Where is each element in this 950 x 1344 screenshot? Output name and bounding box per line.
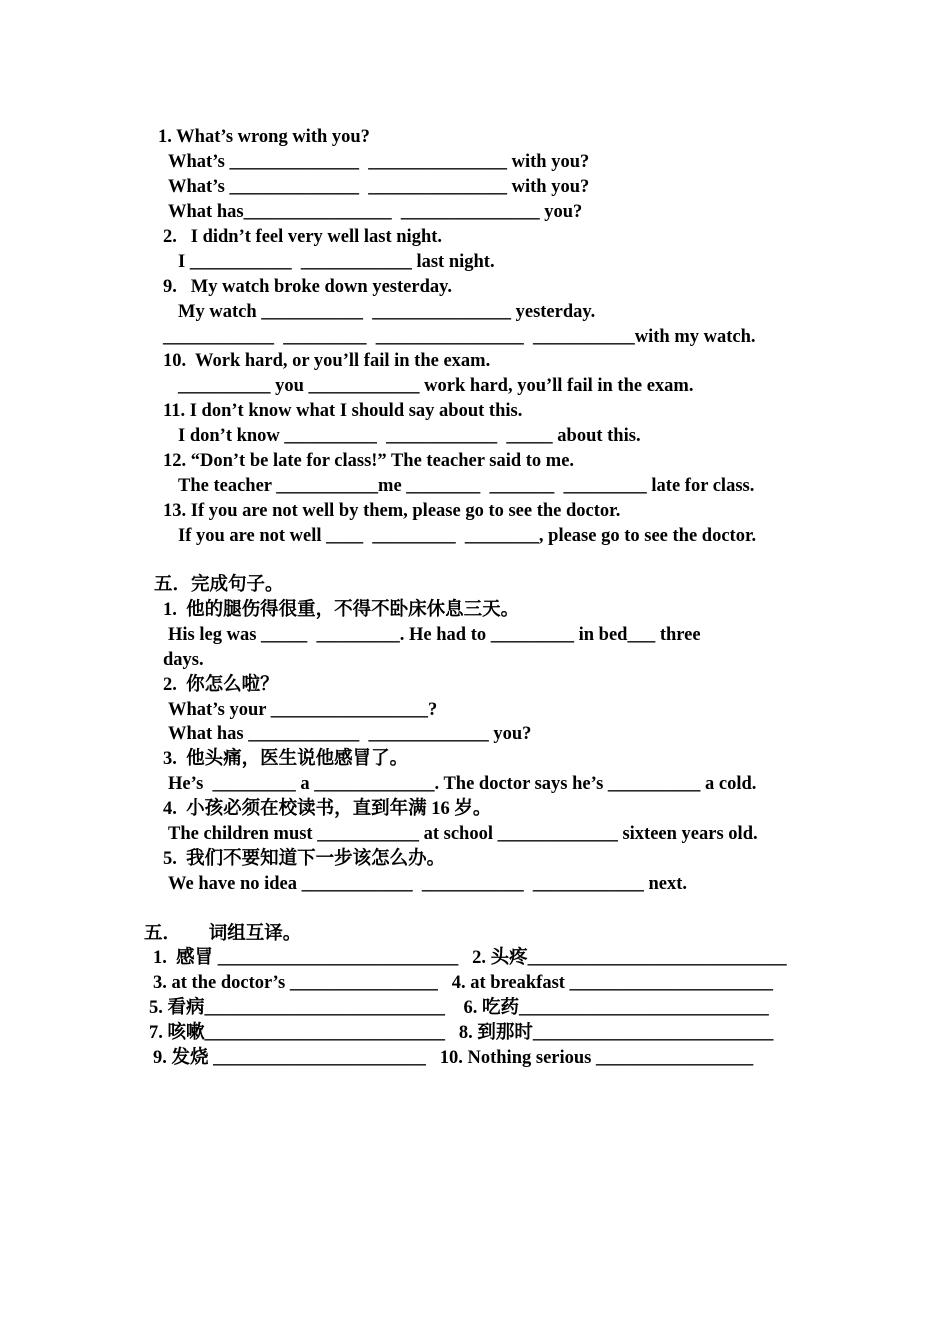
question-9: 9. My watch broke down yesterday.	[163, 277, 452, 297]
question-4: 4. 小孩必须在校读书，直到年满 16 岁。	[163, 799, 492, 819]
question-11: 11. I don’t know what I should say about this.	[163, 401, 523, 421]
question-3: 3. 他头痛，医生说他感冒了。	[163, 749, 409, 769]
answer-line: I ___________ ____________ last night.	[178, 252, 495, 272]
answer-line: What’s ______________ _______________ with you?	[168, 177, 590, 197]
question-1: 1. What’s wrong with you?	[158, 127, 370, 147]
answer-line: If you are not well ____ _________ ________, please go to see the doctor.	[178, 526, 757, 546]
answer-line: I don’t know __________ ____________ _____ about this.	[178, 426, 641, 446]
answer-line: What has________________ _______________ you?	[168, 202, 583, 222]
answer-line: ____________ _________ ________________ ___________with my watch.	[163, 327, 756, 347]
answer-line: days.	[163, 650, 204, 670]
phrase-row: 9. 发烧 _______________________ 10. Nothing serious _________________	[153, 1048, 754, 1068]
answer-line: The children must ___________ at school _____________ sixteen years old.	[168, 824, 758, 844]
answer-line: He’s _________ a _____________. The doctor says he’s __________ a cold.	[168, 774, 757, 794]
answer-line: __________ you ____________ work hard, you’ll fail in the exam.	[178, 376, 694, 396]
answer-line: What’s your _________________?	[168, 700, 438, 720]
phrase-row: 1. 感冒 __________________________ 2. 头疼____________________________	[153, 948, 787, 968]
answer-line: We have no idea ____________ ___________ ____________ next.	[168, 874, 688, 894]
section-heading-translate: 五． 词组互译。	[144, 924, 302, 944]
question-13: 13. If you are not well by them, please go to see the doctor.	[163, 501, 621, 521]
answer-line: What’s ______________ _______________ with you?	[168, 152, 590, 172]
phrase-row: 3. at the doctor’s ________________ 4. at breakfast ______________________	[153, 973, 774, 993]
answer-line: My watch ___________ _______________ yesterday.	[178, 302, 596, 322]
question-10: 10. Work hard, or you’ll fail in the exam.	[163, 351, 491, 371]
question-2: 2. 你怎么啦？	[163, 675, 279, 695]
answer-line: What has ____________ _____________ you?	[168, 724, 532, 744]
section-heading-complete: 五．完成句子。	[154, 575, 284, 595]
question-12: 12. “Don’t be late for class!” The teacher said to me.	[163, 451, 575, 471]
question-1: 1. 他的腿伤得很重，不得不卧床休息三天。	[163, 600, 520, 620]
phrase-row: 5. 看病__________________________ 6. 吃药___________________________	[149, 998, 769, 1018]
question-5: 5. 我们不要知道下一步该怎么办。	[163, 849, 446, 869]
answer-line: The teacher ___________me ________ _______ _________ late for class.	[178, 476, 755, 496]
question-2: 2. I didn’t feel very well last night.	[163, 227, 443, 247]
answer-line: His leg was _____ _________. He had to _________ in bed___ three	[168, 625, 701, 645]
phrase-row: 7. 咳嗽__________________________ 8. 到那时__________________________	[149, 1023, 774, 1043]
